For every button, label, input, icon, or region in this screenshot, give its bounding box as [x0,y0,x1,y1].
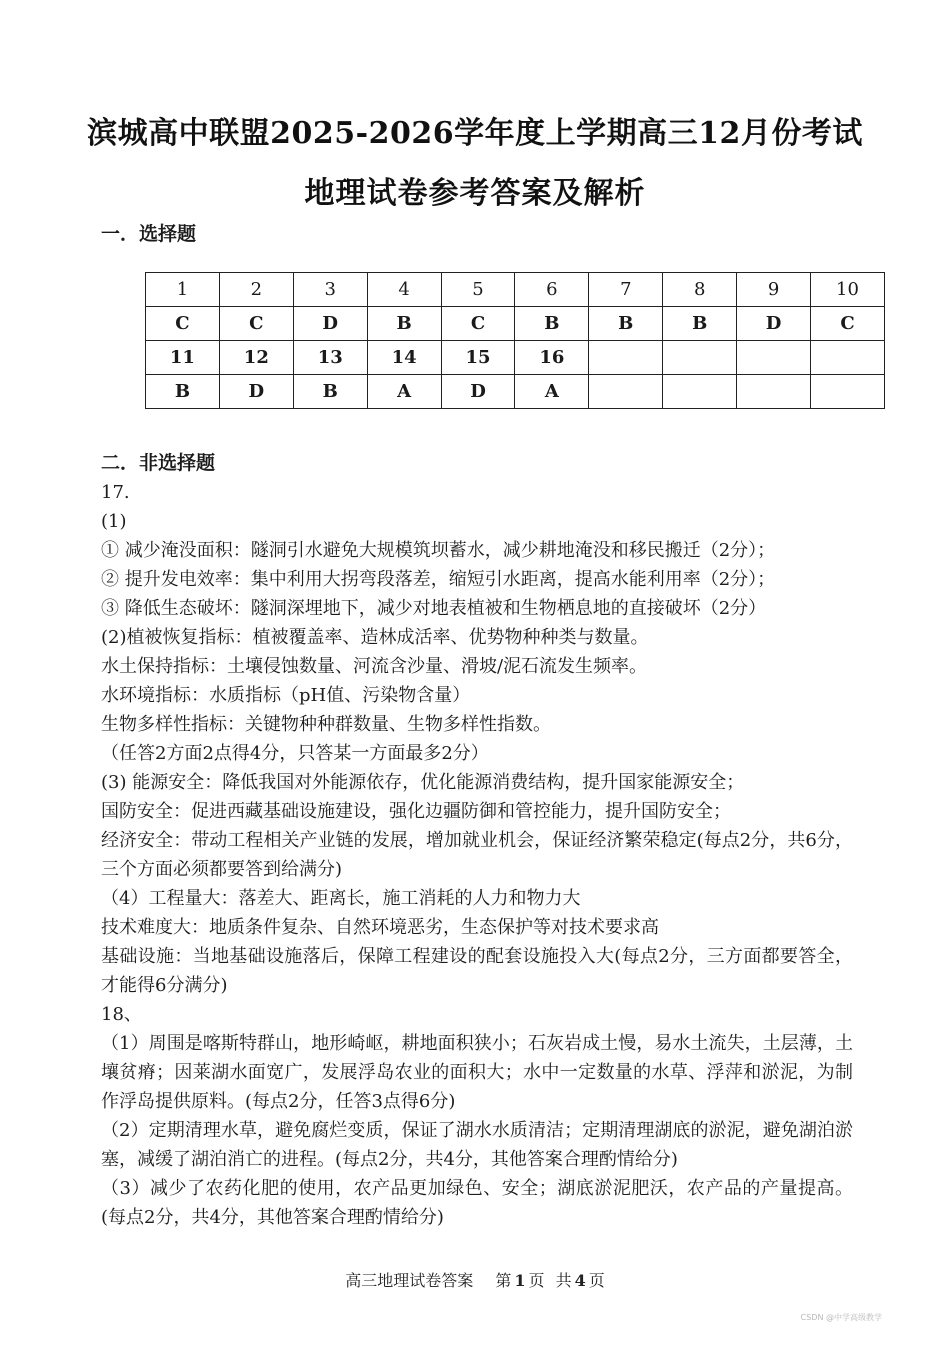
table-cell: D [293,307,367,341]
table-cell: D [441,375,515,409]
document-subtitle: 地理试卷参考答案及解析 [304,176,646,211]
table-cell: 9 [737,273,811,307]
footer-page-label: 第 [495,1271,512,1290]
table-cell [663,375,737,409]
question-number-row [146,341,885,375]
answer-row [146,375,885,409]
answer-line: 经济安全：带动工程相关产业链的发展，增加就业机会，保证经济繁荣稳定(每点2分，共6分，三个方面必须都要答到给满分) [101,830,853,880]
table-cell: B [367,307,441,341]
table-cell [663,341,737,375]
table-cell: B [515,307,589,341]
document-title: 滨城高中联盟2025-2026学年度上学期高三12月份考试 [87,116,863,151]
table-cell [811,341,885,375]
table-cell: D [737,307,811,341]
table-cell: B [589,307,663,341]
answer-body [101,478,853,1232]
table-cell: 11 [146,341,220,375]
section-heading-free-response: 二．非选择题 [101,452,216,474]
table-cell: B [146,375,220,409]
footer-page-number: 1 [514,1271,526,1290]
table-cell: 14 [367,341,441,375]
answer-line: ① 减少淹没面积：隧洞引水避免大规模筑坝蓄水，减少耕地淹没和移民搬迁（2分）； [101,540,776,561]
answer-line: 生物多样性指标：关键物种种群数量、生物多样性指数。 [101,714,551,735]
table-cell: A [515,375,589,409]
question-number: 18、 [101,1004,142,1025]
table-cell: 16 [515,341,589,375]
table-cell: A [367,375,441,409]
answer-line: (2)植被恢复指标：植被覆盖率、造林成活率、优势物种种类与数量。 [101,627,649,648]
scoring-note: （任答2方面2点得4分，只答某一方面最多2分） [101,743,489,764]
table-cell [811,375,885,409]
table-cell [737,341,811,375]
answer-line: 基础设施：当地基础设施落后，保障工程建设的配套设施投入大(每点2分，三方面都要答全，才能得6分满分) [101,946,853,996]
table-cell: 15 [441,341,515,375]
table-cell [589,375,663,409]
table-cell: 4 [367,273,441,307]
table-cell: 1 [146,273,220,307]
answer-line: （2）定期清理水草，避免腐烂变质，保证了湖水水质清洁；定期清理湖底的淤泥，避免湖泊淤塞，减缓了湖泊消亡的进程。(每点2分，共4分，其他答案合理酌情给分) [101,1120,853,1170]
question-number-row [146,273,885,307]
table-cell: 5 [441,273,515,307]
table-cell: C [441,307,515,341]
footer-total-label: 页 [588,1271,605,1290]
answer-line: 水土保持指标：土壤侵蚀数量、河流含沙量、滑坡/泥石流发生频率。 [101,656,648,677]
table-cell: 8 [663,273,737,307]
table-cell: C [146,307,220,341]
watermark: CSDN @中学高级教学 [800,1313,882,1322]
answer-row [146,307,885,341]
table-cell: 2 [219,273,293,307]
table-cell: 6 [515,273,589,307]
table-cell: 12 [219,341,293,375]
table-cell: 3 [293,273,367,307]
answer-line: 国防安全：促进西藏基础设施建设，强化边疆防御和管控能力，提升国防安全； [101,801,731,822]
sub-question-label: (1) [101,511,127,532]
table-cell [737,375,811,409]
table-cell [589,341,663,375]
table-cell: B [663,307,737,341]
answer-line: 水环境指标：水质指标（pH值、污染物含量） [101,685,471,706]
question-number: 17. [101,482,130,503]
answer-line: （1）周围是喀斯特群山，地形崎岖，耕地面积狭小；石灰岩成土慢，易水土流失，土层薄，土壤贫瘠；因莱湖水面宽广，发展浮岛农业的面积大；水中一定数量的水草、浮萍和淤泥，为制作浮岛提供原料。(每点2分，任答3点得6分) [101,1033,853,1112]
table-cell: 7 [589,273,663,307]
answer-line: （3）减少了农药化肥的使用，农产品更加绿色、安全；湖底淤泥肥沃，农产品的产量提高。(每点2分，共4分，其他答案合理酌情给分) [101,1178,853,1228]
table-cell: B [293,375,367,409]
answer-line: (3) 能源安全：降低我国对外能源依存，优化能源消费结构，提升国家能源安全； [101,772,745,793]
footer-page-label: 页 [528,1271,545,1290]
answer-line: ③ 降低生态破坏：隧洞深埋地下，减少对地表植被和生物栖息地的直接破坏（2分） [101,598,767,619]
answer-line: （4）工程量大：落差大、距离长，施工消耗的人力和物力大 [101,888,581,909]
answer-line: 技术难度大：地质条件复杂、自然环境恶劣，生态保护等对技术要求高 [101,917,659,938]
footer-total-number: 4 [574,1271,586,1290]
table-cell: D [219,375,293,409]
table-cell: C [219,307,293,341]
table-cell: 13 [293,341,367,375]
footer-total-label: 共 [555,1271,572,1290]
page-footer [0,1268,950,1291]
answer-table [145,272,885,409]
table-cell: C [811,307,885,341]
answer-line: ② 提升发电效率：集中利用大拐弯段落差，缩短引水距离，提高水能利用率（2分）； [101,569,776,590]
table-cell: 10 [811,273,885,307]
section-heading-choice: 一．选择题 [101,223,197,245]
footer-doc-title: 高三地理试卷答案 [345,1271,474,1290]
